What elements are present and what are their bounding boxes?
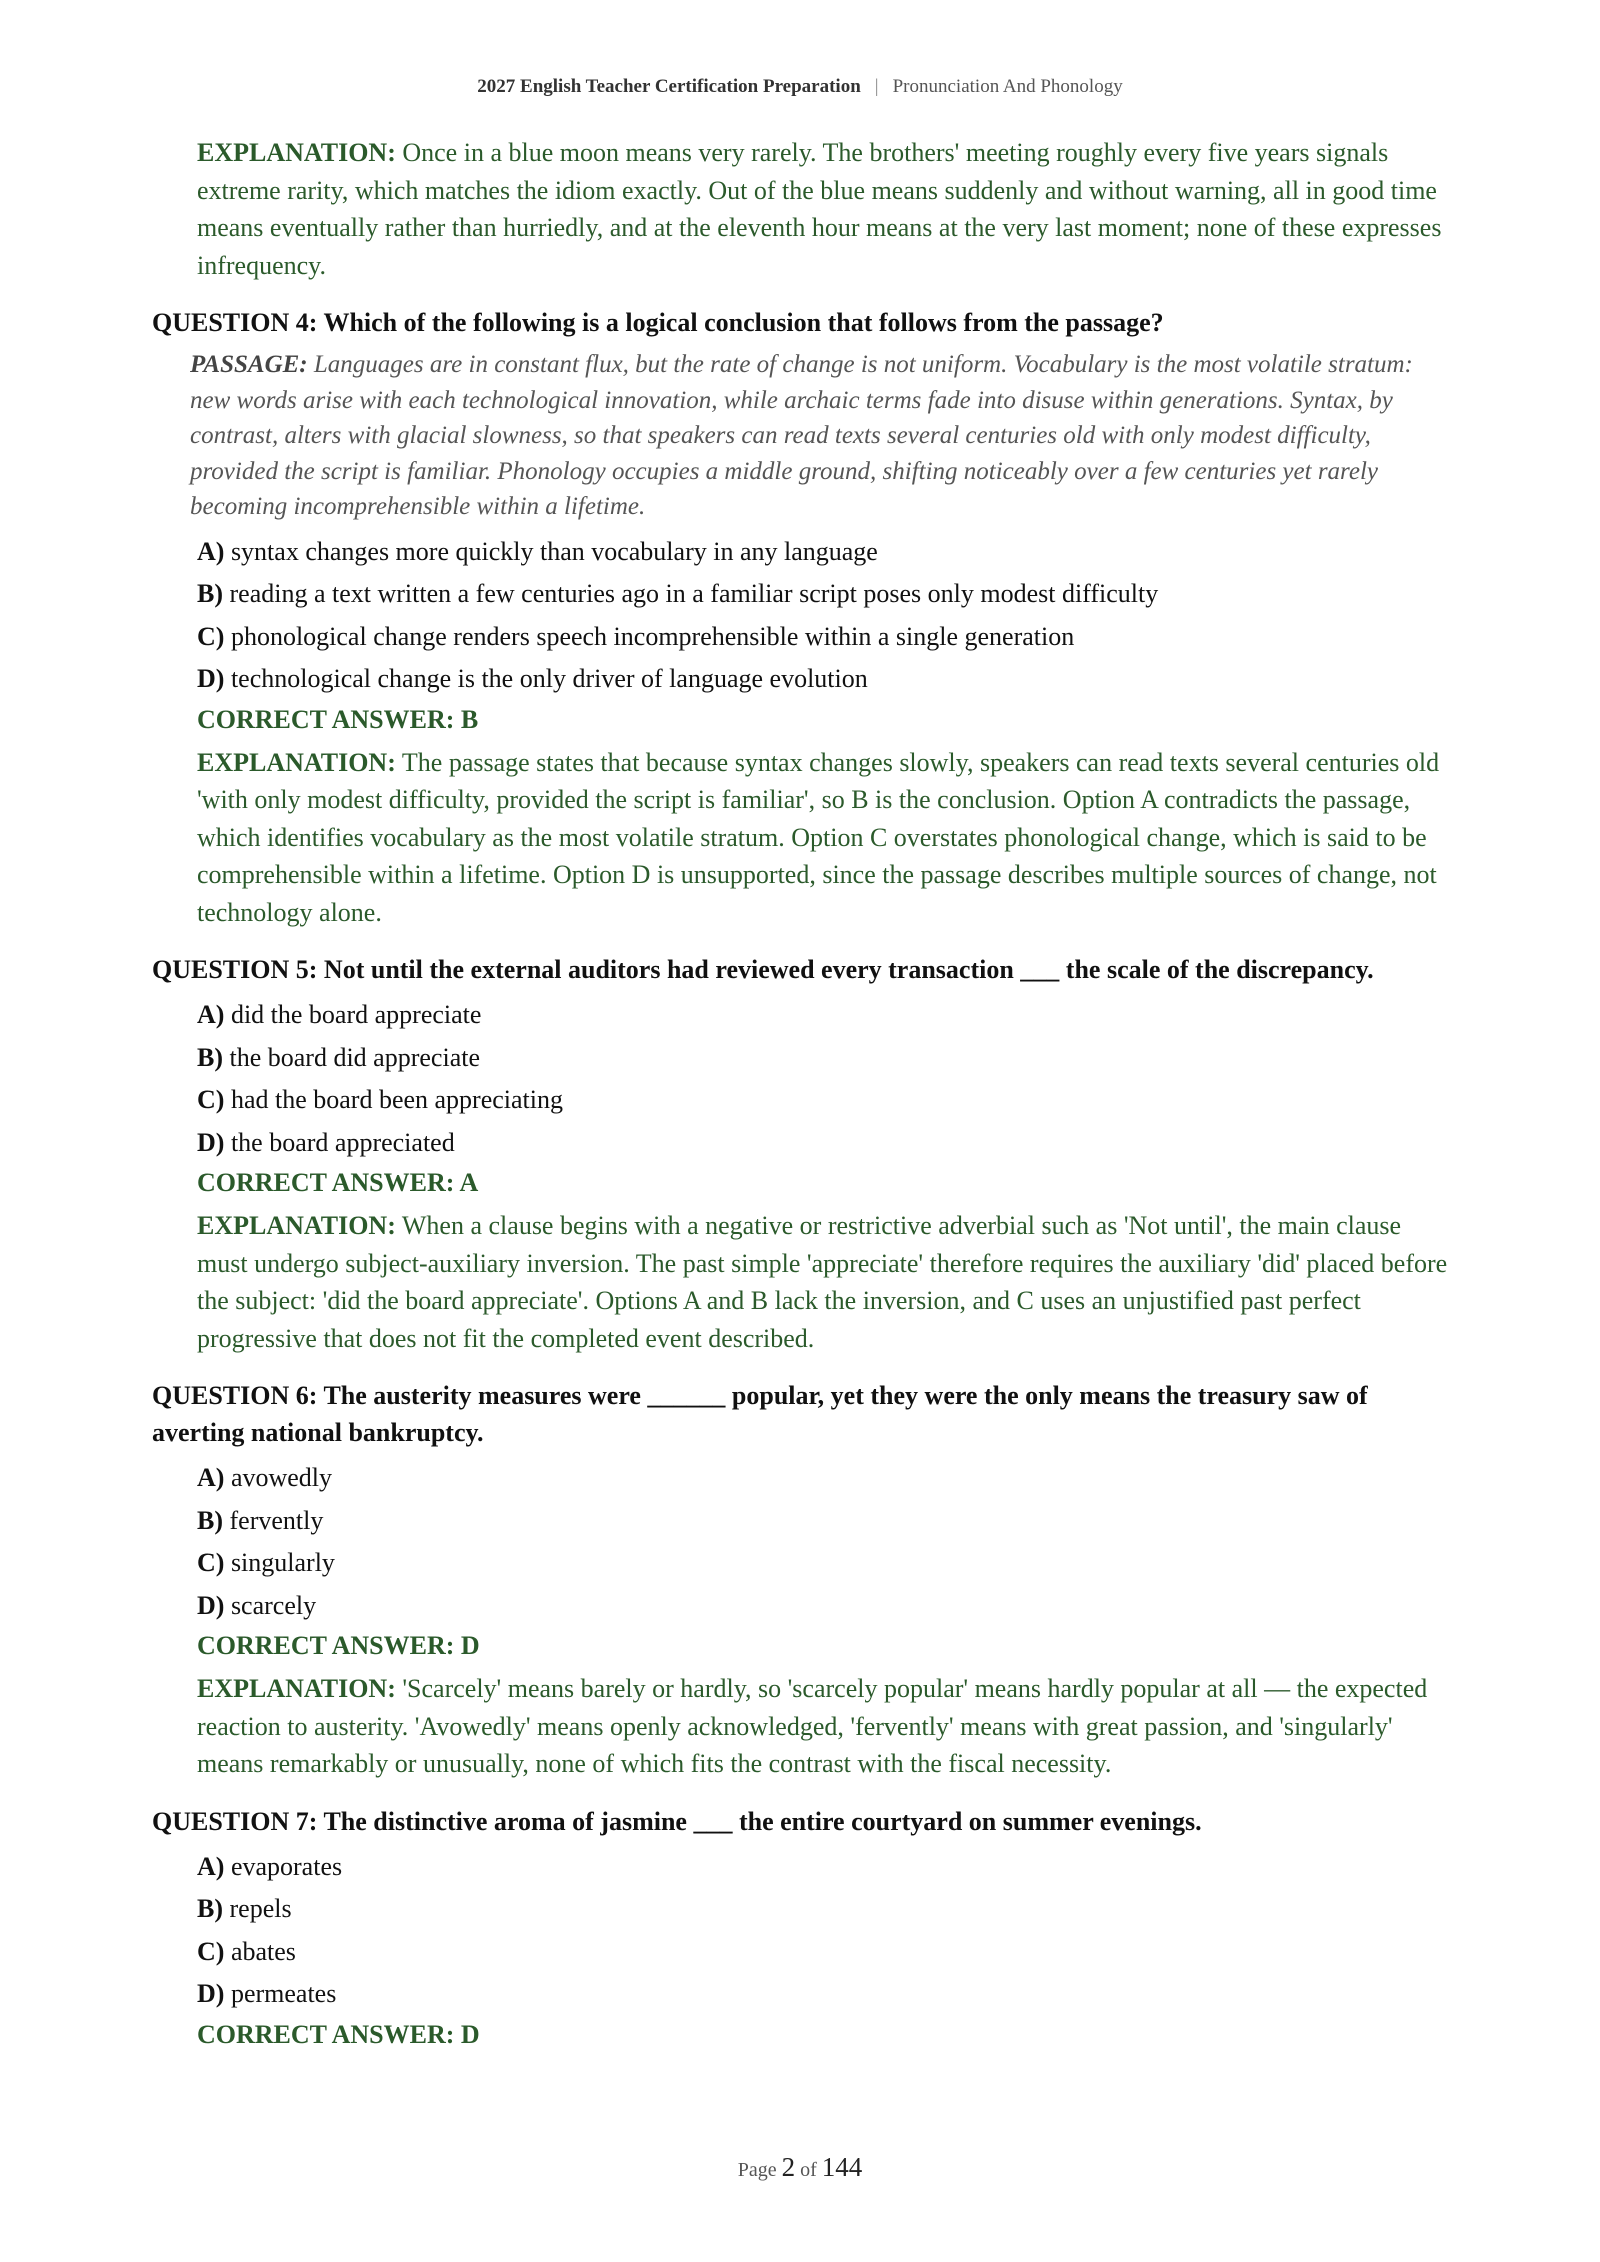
- question-6: [152, 1377, 1452, 1451]
- answer-value: B: [460, 704, 479, 734]
- option-text: the board did appreciate: [229, 1042, 480, 1072]
- answer-value: A: [459, 1168, 479, 1197]
- explanation-text: Once in a blue moon means very rarely. The brothers' meeting roughly every five years signals extreme rarity, which matches the idiom exactly. Out of the blue means suddenly and without warning, all in good time means eventually rather than hurriedly, and at the eleventh hour means at the very last moment; none of these expresses infrequency.: [197, 138, 1442, 280]
- q4-option-c: [197, 616, 1452, 659]
- q5-option-c: [197, 1079, 1452, 1122]
- option-text: abates: [230, 1936, 296, 1966]
- q7-option-a: [197, 1846, 1452, 1889]
- explanation-label: EXPLANATION:: [197, 1211, 396, 1240]
- q4-option-a: [197, 531, 1452, 574]
- answer-label: CORRECT ANSWER:: [197, 2019, 455, 2049]
- option-key: C): [197, 1548, 225, 1577]
- question-7: [152, 1803, 1452, 1840]
- option-text: evaporates: [230, 1851, 343, 1881]
- option-text: the board appreciated: [230, 1127, 455, 1157]
- option-text: had the board been appreciating: [230, 1085, 564, 1114]
- explanation-label: EXPLANATION:: [197, 138, 396, 167]
- q6-option-b: [197, 1500, 1452, 1543]
- passage-label: PASSAGE:: [190, 351, 308, 378]
- answer-label: CORRECT ANSWER:: [197, 1631, 455, 1660]
- question-4: [152, 304, 1452, 341]
- header-separator: |: [874, 76, 879, 97]
- passage-text: Languages are in constant flux, but the rate of change is not uniform. Vocabulary is the most volatile stratum: new words arise with each technological innovation, while archaic terms fade into disuse within generations. Syntax, by contrast, alters with glacial slowness, so that speakers can read texts several centuries old with only modest difficulty, provided the script is familiar. Phonology occupies a middle ground, shifting noticeably over a few centuries yet rarely becoming incomprehensible within a lifetime.: [190, 351, 1413, 520]
- q6-option-d: [197, 1585, 1452, 1628]
- q7-correct-answer: [197, 2016, 1452, 2053]
- option-key: B): [197, 579, 223, 608]
- page-footer: [0, 2152, 1600, 2183]
- option-text: permeates: [230, 1979, 337, 2008]
- explanation-label: EXPLANATION:: [197, 747, 396, 777]
- q7-option-c: [197, 1931, 1452, 1974]
- answer-value: D: [460, 1631, 480, 1660]
- question-text: Which of the following is a logical conclusion that follows from the passage?: [323, 308, 1164, 337]
- question-number: QUESTION 7:: [152, 1806, 318, 1836]
- option-key: D): [197, 1979, 225, 2008]
- explanation-text: The passage states that because syntax changes slowly, speakers can read texts several centuries old 'with only modest difficulty, provided the script is familiar', so B is the conclusion. Option A contradicts the passage, which identifies vocabulary as the most volatile stratum. Option C overstates phonological change, which is said to be comprehensible within a lifetime. Option D is unsupported, since the passage describes multiple sources of change, not technology alone.: [197, 747, 1440, 927]
- q6-correct-answer: [197, 1627, 1452, 1664]
- option-text: reading a text written a few centuries ago in a familiar script poses only modest difficulty: [229, 579, 1159, 608]
- option-text: avowedly: [230, 1463, 333, 1492]
- q6-option-c: [197, 1542, 1452, 1585]
- option-key: B): [197, 1894, 223, 1923]
- option-key: B): [197, 1042, 223, 1072]
- q4-explanation: [197, 744, 1452, 932]
- option-text: singularly: [230, 1548, 335, 1577]
- total-pages: 144: [821, 2152, 863, 2182]
- option-key: D): [197, 1127, 225, 1157]
- option-text: technological change is the only driver of language evolution: [230, 664, 868, 693]
- option-key: A): [197, 1463, 225, 1492]
- explanation-label: EXPLANATION:: [197, 1674, 396, 1703]
- question-number: QUESTION 6:: [152, 1381, 318, 1410]
- question-text: The austerity measures were ______ popular, yet they were the only means the treasury saw of averting national bankruptcy.: [152, 1381, 1368, 1447]
- option-key: A): [197, 1851, 225, 1881]
- q4-option-b: [197, 573, 1452, 616]
- question-number: QUESTION 5:: [152, 955, 318, 984]
- q5-option-d: [197, 1122, 1452, 1165]
- option-key: C): [197, 1936, 225, 1966]
- page-header: [0, 76, 1600, 98]
- explanation-text: When a clause begins with a negative or restrictive adverbial such as 'Not until', the main clause must undergo subject-auxiliary inversion. The past simple 'appreciate' therefore requires the auxiliary 'did' placed before the subject: 'did the board appreciate'. Options A and B lack the inversion, and C uses an unjustified past perfect progressive that does not fit the completed event described.: [197, 1211, 1448, 1353]
- q6-option-a: [197, 1457, 1452, 1500]
- answer-label: CORRECT ANSWER:: [197, 704, 455, 734]
- option-text: syntax changes more quickly than vocabulary in any language: [230, 536, 878, 566]
- option-text: fervently: [229, 1505, 324, 1535]
- option-text: repels: [229, 1894, 292, 1923]
- answer-label: CORRECT ANSWER:: [197, 1168, 455, 1197]
- option-text: did the board appreciate: [230, 1000, 482, 1029]
- q5-option-a: [197, 994, 1452, 1037]
- header-title: 2027 English Teacher Certification Preparation: [477, 76, 861, 97]
- current-page-number: 2: [781, 2152, 796, 2182]
- q3-explanation: [197, 134, 1452, 284]
- q7-option-d: [197, 1973, 1452, 2016]
- option-text: scarcely: [230, 1590, 317, 1620]
- option-key: A): [197, 536, 225, 566]
- question-4-passage: [190, 347, 1452, 525]
- q4-correct-answer: [197, 701, 1452, 738]
- question-5: [152, 951, 1452, 988]
- page-of-label: of: [800, 2159, 817, 2181]
- option-key: C): [197, 1085, 225, 1114]
- option-key: D): [197, 664, 225, 693]
- q7-option-b: [197, 1888, 1452, 1931]
- q5-explanation: [197, 1207, 1452, 1357]
- q5-correct-answer: [197, 1164, 1452, 1201]
- option-text: phonological change renders speech incomprehensible within a single generation: [230, 621, 1075, 651]
- option-key: C): [197, 621, 225, 651]
- page-label: Page: [737, 2159, 777, 2181]
- q5-option-b: [197, 1037, 1452, 1080]
- question-number: QUESTION 4:: [152, 308, 318, 337]
- page-content: [152, 134, 1452, 2059]
- answer-value: D: [460, 2019, 480, 2049]
- header-subtitle: Pronunciation And Phonology: [892, 76, 1123, 97]
- option-key: D): [197, 1590, 225, 1620]
- question-text: Not until the external auditors had reviewed every transaction ___ the scale of the discrepancy.: [323, 955, 1374, 984]
- q6-explanation: [197, 1670, 1452, 1783]
- option-key: A): [197, 1000, 225, 1029]
- question-text: The distinctive aroma of jasmine ___ the entire courtyard on summer evenings.: [323, 1806, 1202, 1836]
- explanation-text: 'Scarcely' means barely or hardly, so 'scarcely popular' means hardly popular at all — the expected reaction to austerity. 'Avowedly' means openly acknowledged, 'fervently' means with great passion, and 'singularly' means remarkably or unusually, none of which fits the contrast with the fiscal necessity.: [197, 1674, 1428, 1778]
- q4-option-d: [197, 658, 1452, 701]
- option-key: B): [197, 1505, 223, 1535]
